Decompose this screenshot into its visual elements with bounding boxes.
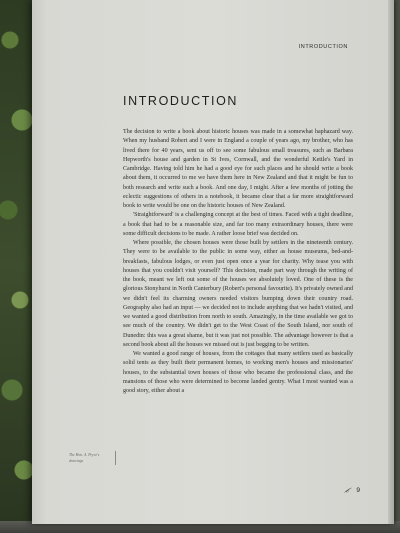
page-number: 9	[356, 487, 360, 494]
foliage-background	[0, 0, 34, 533]
margin-caption: The Hon. A. Pryor's drawings	[69, 453, 100, 463]
chapter-title: INTRODUCTION	[123, 94, 239, 108]
book-page	[32, 0, 394, 524]
paragraph-2: 'Straightforward' is a challenging concept at the best of times. Faced with a tight deadline, a book that had to be a reasonable size, and far too many extraordinary houses, there were some difficult decisions to be made. A rather loose brief was decided on.	[123, 212, 353, 237]
caption-divider	[115, 451, 116, 465]
page-edge	[388, 0, 394, 524]
paragraph-4: We wanted a good range of houses, from the cottages that many settlers used as basically solid tents as they built their permanent homes, to working men's houses and missionaries' houses, to the substantial town houses of those who became the professional class, and the mansions of those who were determined to become landed gentry. What I most wanted was a good story, either about a	[123, 351, 353, 394]
fern-icon	[344, 487, 352, 493]
body-text	[123, 128, 353, 396]
paragraph-1: The decision to write a book about historic houses was made in a somewhat haphazard way. When my husband Robert and I were in England a couple of years ago, my brother, who has lived there for 40 years, sent us off to see some fabulous small treasures, such as Barbara Hepworth's house and garden in St Ives, Cornwall, and the wonderful Kettle's Yard in Cambridge. Having told him he had a good eye for such places and he should write a book about them, it occurred to me we have them here in New Zealand and that it might be fun to both research and write such a book. And one day, I might. After a few months of jotting the eclectic suggestions of others in a notebook, it became clear that a far more straightforward book to write would be one on the historic houses of New Zealand.	[123, 129, 353, 209]
paragraph-3: Where possible, the chosen houses were those built by settlers in the nineteenth century. They were to be available to the public in some way, either as house museums, bed-and-breakfasts, fabulous lodges, or even just open once a year for charity. Why tease you with houses that you couldn't visit yourself? This decision, made part way through the writing of the book, meant we left out some of the houses we absolutely loved. One of these is the glorious Stonyhurst in North Canterbury (Robert's personal favourite). It's privately owned and we didn't feel its charming owners needed visitors bumping down their country road. Geography also had an input — we decided not to include anything that we hadn't visited, and we wanted a good distribution from north to south. Amazingly, in the time available we got to see much of the country. We didn't get to the West Coast of the South Island, nor south of Dunedin: this was a great shame, but it was just not possible. The advantage however is that a second book about all the houses we missed out is just begging to be written.	[123, 240, 353, 348]
running-head: INTRODUCTION	[298, 44, 348, 50]
